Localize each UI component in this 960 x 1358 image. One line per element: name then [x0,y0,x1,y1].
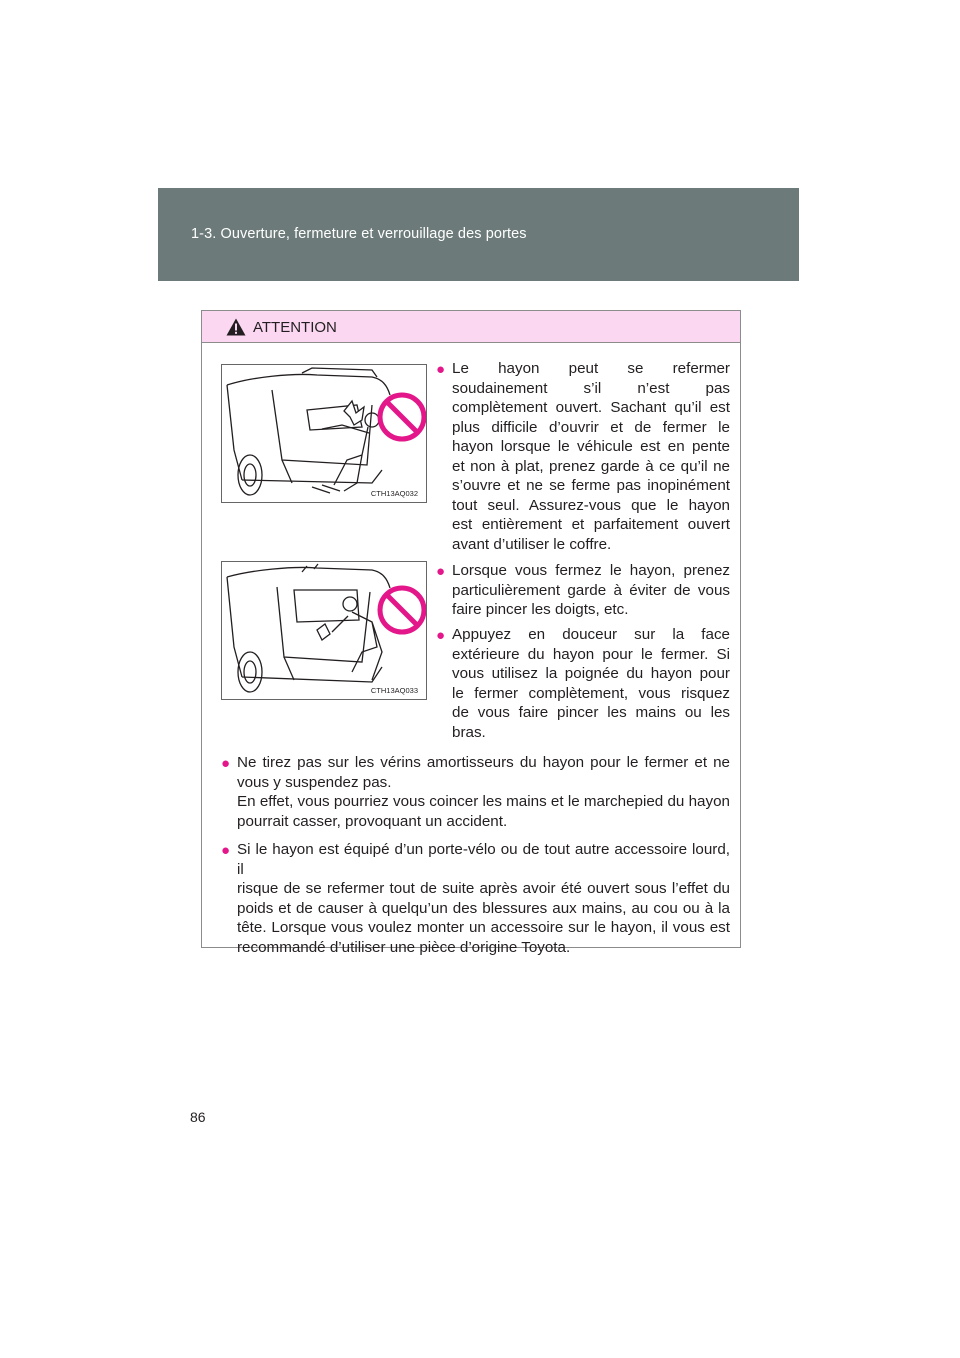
bullet-line: de vous faire pincer les mains ou les [452,704,730,721]
bullet-line: Le hayon peut se refermer [452,360,730,377]
bullet-dot: ● [221,842,231,859]
bullet-line: plus difficile d’ouvrir et de fermer le [452,418,730,436]
bullet-line: Appuyez en douceur sur la face [452,626,730,643]
warning-bullet [436,625,730,742]
figure-code: CTH13AQ032 [370,489,418,498]
bullet-line: et non à plat, prenez garde à ce qu’il ne [452,457,730,475]
tailgate-pinch-illustration [221,561,427,700]
bullet-line: Si le hayon est équipé d’un porte-vélo ou de tout autre accessoire lourd, il [237,841,730,878]
warning-bullet [221,840,730,957]
warning-bullet [436,359,730,554]
warning-header [202,311,740,343]
bullet-line: le fermer complètement, vous risquez [452,684,730,702]
bullet-dot: ● [221,755,231,772]
bullet-line: vous utilisez la poignée du hayon pour [452,665,730,682]
car-tailgate-drawing [222,365,427,503]
prohibition-icon [380,588,424,632]
bullet-line: Ne tirez pas sur les vérins amortisseurs du hayon pour le fermer et ne [237,754,730,771]
bullet-line: complètement ouvert. Sachant qu’il est [452,399,730,416]
warning-triangle-icon [226,318,246,336]
figure-code: CTH13AQ033 [370,686,418,695]
bullet-line: Lorsque vous fermez le hayon, prenez [452,562,730,579]
bullet-line: extérieure du hayon pour le fermer. Si [452,645,730,663]
warning-box [201,310,741,956]
bullet-line: hayon lorsque le véhicule est en pente [452,438,730,455]
prohibition-icon [380,395,424,439]
section-title: 1-3. Ouverture, fermeture et verrouillage des portes [191,226,527,242]
section-header [158,188,799,281]
warning-title: ATTENTION [253,319,337,336]
bullet-line: tête. Lorsque vous voulez monter un accessoire sur le hayon, il vous est [237,919,730,936]
bullet-line: En effet, vous pourriez vous coincer les mains et le marchepied du hayon [237,793,730,810]
bullet-line: risque de se refermer tout de suite après avoir été ouvert sous l’effet du [237,880,730,897]
car-tailgate-drawing [222,562,427,700]
bullet-line: avant d’utiliser le coffre. [452,535,612,553]
bullet-line: vous y suspendez pas. [237,773,392,791]
bullet-line: tout seul. Assurez-vous que le hayon [452,496,730,514]
bullet-dot: ● [436,627,446,644]
bullet-line: s’ouvre et ne se ferme pas inopinément [452,477,730,494]
warning-bullet [436,561,730,620]
bullet-line: est entièrement et parfaitement ouvert [452,516,730,533]
page-number: 86 [190,1109,206,1125]
bullet-dot: ● [436,563,446,580]
bullet-line: particulièrement garde à éviter de vous [452,581,730,599]
bullet-line: poids et de causer à quelqu’un des blessures aux mains, au cou ou à la [237,899,730,917]
bullet-line: recommandé d’utiliser une pièce d’origine Toyota. [237,938,571,956]
warning-bullet [221,753,730,831]
bullet-line: soudainement s’il n’est pas [452,379,730,397]
bullet-dot: ● [436,361,446,378]
bullet-line: bras. [452,723,486,741]
bullet-line: faire pincer les doigts, etc. [452,601,629,618]
tailgate-falling-illustration [221,364,427,503]
bullet-line: pourrait casser, provoquant un accident. [237,812,508,830]
